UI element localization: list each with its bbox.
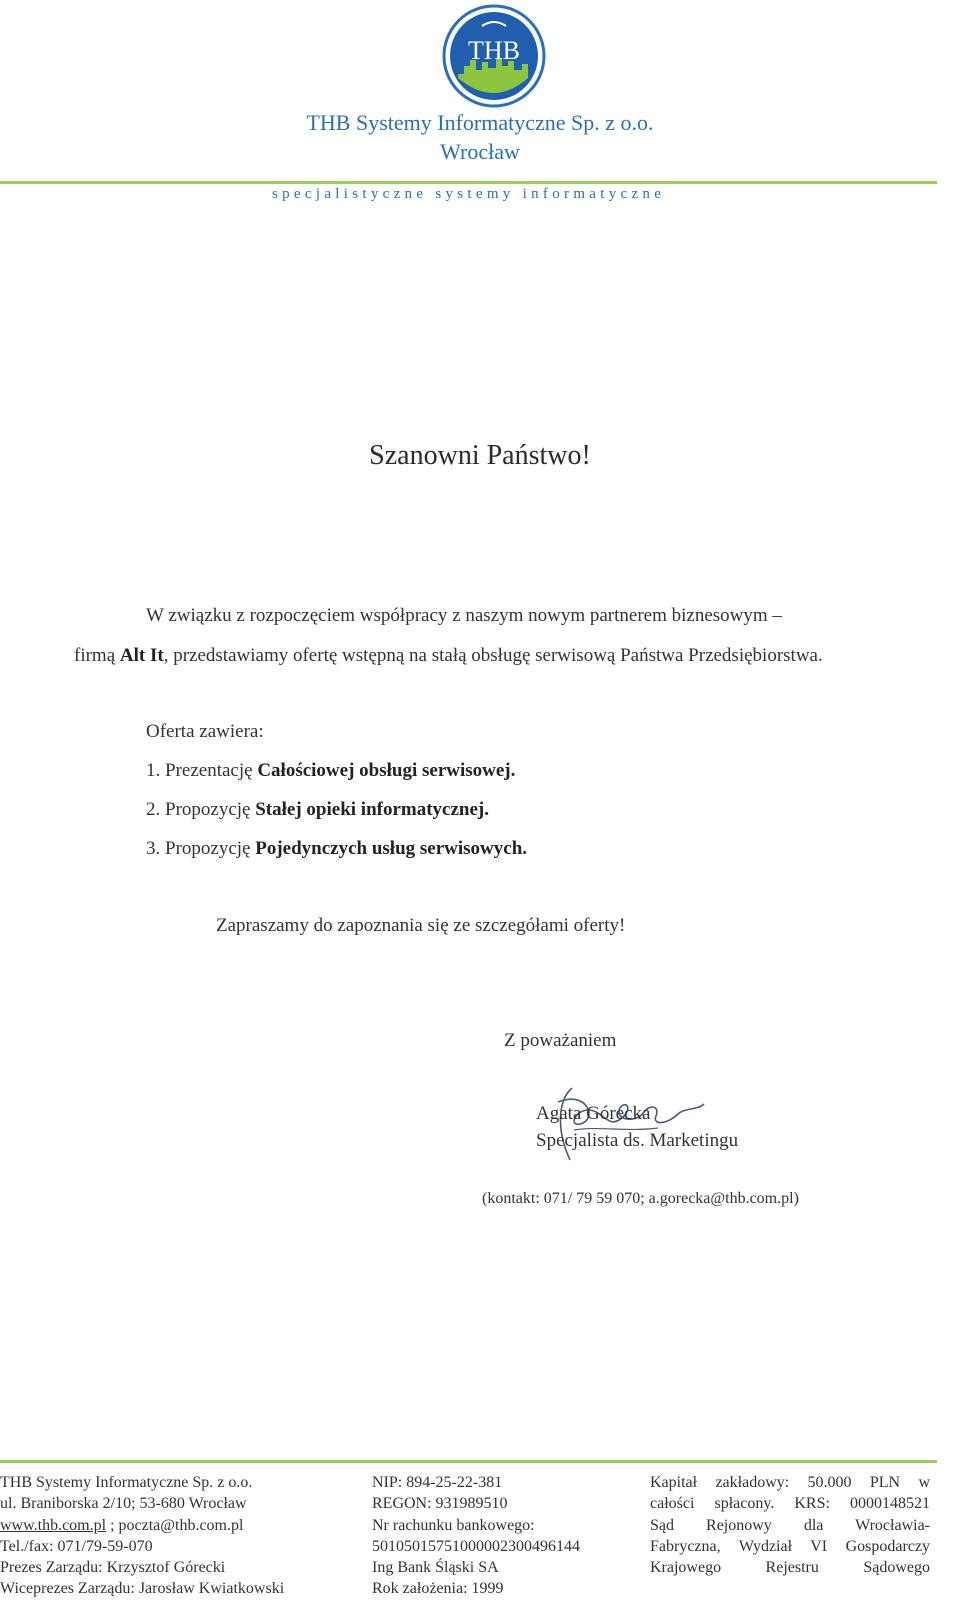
signatory-name: Agata Górecka bbox=[536, 1103, 651, 1124]
partner-name: Alt It bbox=[119, 645, 164, 666]
footer-register: Krajowego Rejestru Sądowego bbox=[650, 1559, 930, 1577]
footer-bank-label: Nr rachunku bankowego: bbox=[372, 1516, 535, 1534]
footer-founded: Rok założenia: 1999 bbox=[372, 1580, 504, 1598]
offer-title: Pojedynczych usług serwisowych. bbox=[255, 838, 528, 859]
footer-division: Fabryczna, Wydział VI Gospodarczy bbox=[650, 1537, 930, 1555]
greeting: Szanowni Państwo! bbox=[369, 440, 591, 471]
footer-phone: Tel./fax: 071/79-59-070 bbox=[0, 1537, 153, 1555]
footer-bank-account: 50105015751000002300496144 bbox=[372, 1537, 580, 1555]
offer-number: 1. bbox=[146, 760, 161, 781]
separator: ; bbox=[106, 1516, 119, 1534]
footer-bank-name: Ing Bank Śląski SA bbox=[372, 1559, 499, 1577]
intro-line-1: W związku z rozpoczęciem współpracy z naszym nowym partnerem biznesowym – bbox=[146, 605, 782, 626]
footer-regon: REGON: 931989510 bbox=[372, 1495, 508, 1513]
intro-prefix: firmą bbox=[74, 645, 120, 666]
website-link[interactable]: www.thb.com.pl bbox=[0, 1516, 107, 1534]
offer-item bbox=[146, 799, 489, 821]
footer-nip: NIP: 894-25-22-381 bbox=[372, 1474, 503, 1491]
handwritten-signature bbox=[528, 1080, 718, 1170]
footer-registry-column bbox=[372, 1472, 632, 1600]
company-name: THB Systemy Informatyczne Sp. z o.o. bbox=[306, 110, 654, 135]
offer-item bbox=[146, 760, 515, 782]
offer-item bbox=[146, 838, 527, 860]
footer-capital: Kapitał zakładowy: 50.000 PLN w bbox=[650, 1474, 930, 1491]
company-tagline: specjalistyczne systemy informatyczne bbox=[272, 186, 666, 202]
footer-krs: całości spłacony. KRS: 0000148521 bbox=[650, 1495, 930, 1513]
email-link[interactable]: poczta@thb.com.pl bbox=[118, 1516, 244, 1534]
offer-number: 3. bbox=[146, 838, 161, 859]
offer-title: Całościowej obsługi serwisowej. bbox=[257, 760, 516, 781]
offer-heading: Oferta zawiera: bbox=[146, 721, 264, 742]
footer-vice-president: Wiceprezes Zarządu: Jarosław Kwiatkowski bbox=[0, 1580, 285, 1598]
offer-prefix: Prezentację bbox=[165, 760, 258, 781]
logo-text: THB bbox=[468, 36, 520, 65]
company-city: Wrocław bbox=[440, 139, 520, 164]
contact-info: (kontakt: 071/ 79 59 070; a.gorecka@thb.com.pl) bbox=[482, 1190, 799, 1207]
offer-number: 2. bbox=[146, 799, 161, 820]
footer-capital-column bbox=[650, 1472, 930, 1578]
invitation-text: Zapraszamy do zapoznania się ze szczegółami oferty! bbox=[216, 915, 626, 936]
footer-company-name: THB Systemy Informatyczne Sp. z o.o. bbox=[0, 1474, 253, 1491]
intro-suffix: , przedstawiamy ofertę wstępną na stałą obsługę serwisową Państwa Przedsiębiorstwa. bbox=[163, 645, 823, 666]
intro-line-2 bbox=[74, 645, 823, 667]
footer-company-column bbox=[0, 1472, 340, 1600]
thb-logo bbox=[442, 4, 546, 108]
signatory-role: Specjalista ds. Marketingu bbox=[536, 1130, 739, 1151]
header-divider bbox=[0, 181, 937, 184]
footer-divider bbox=[0, 1460, 937, 1463]
closing-regards: Z poważaniem bbox=[504, 1030, 617, 1051]
offer-title: Stałej opieki informatycznej. bbox=[255, 799, 489, 820]
footer-president: Prezes Zarządu: Krzysztof Górecki bbox=[0, 1559, 226, 1577]
footer-address: ul. Braniborska 2/10; 53-680 Wrocław bbox=[0, 1495, 247, 1513]
footer-web-email bbox=[0, 1515, 340, 1536]
offer-prefix: Propozycję bbox=[165, 838, 256, 859]
footer-court: Sąd Rejonowy dla Wrocławia- bbox=[650, 1516, 930, 1534]
offer-prefix: Propozycję bbox=[165, 799, 256, 820]
